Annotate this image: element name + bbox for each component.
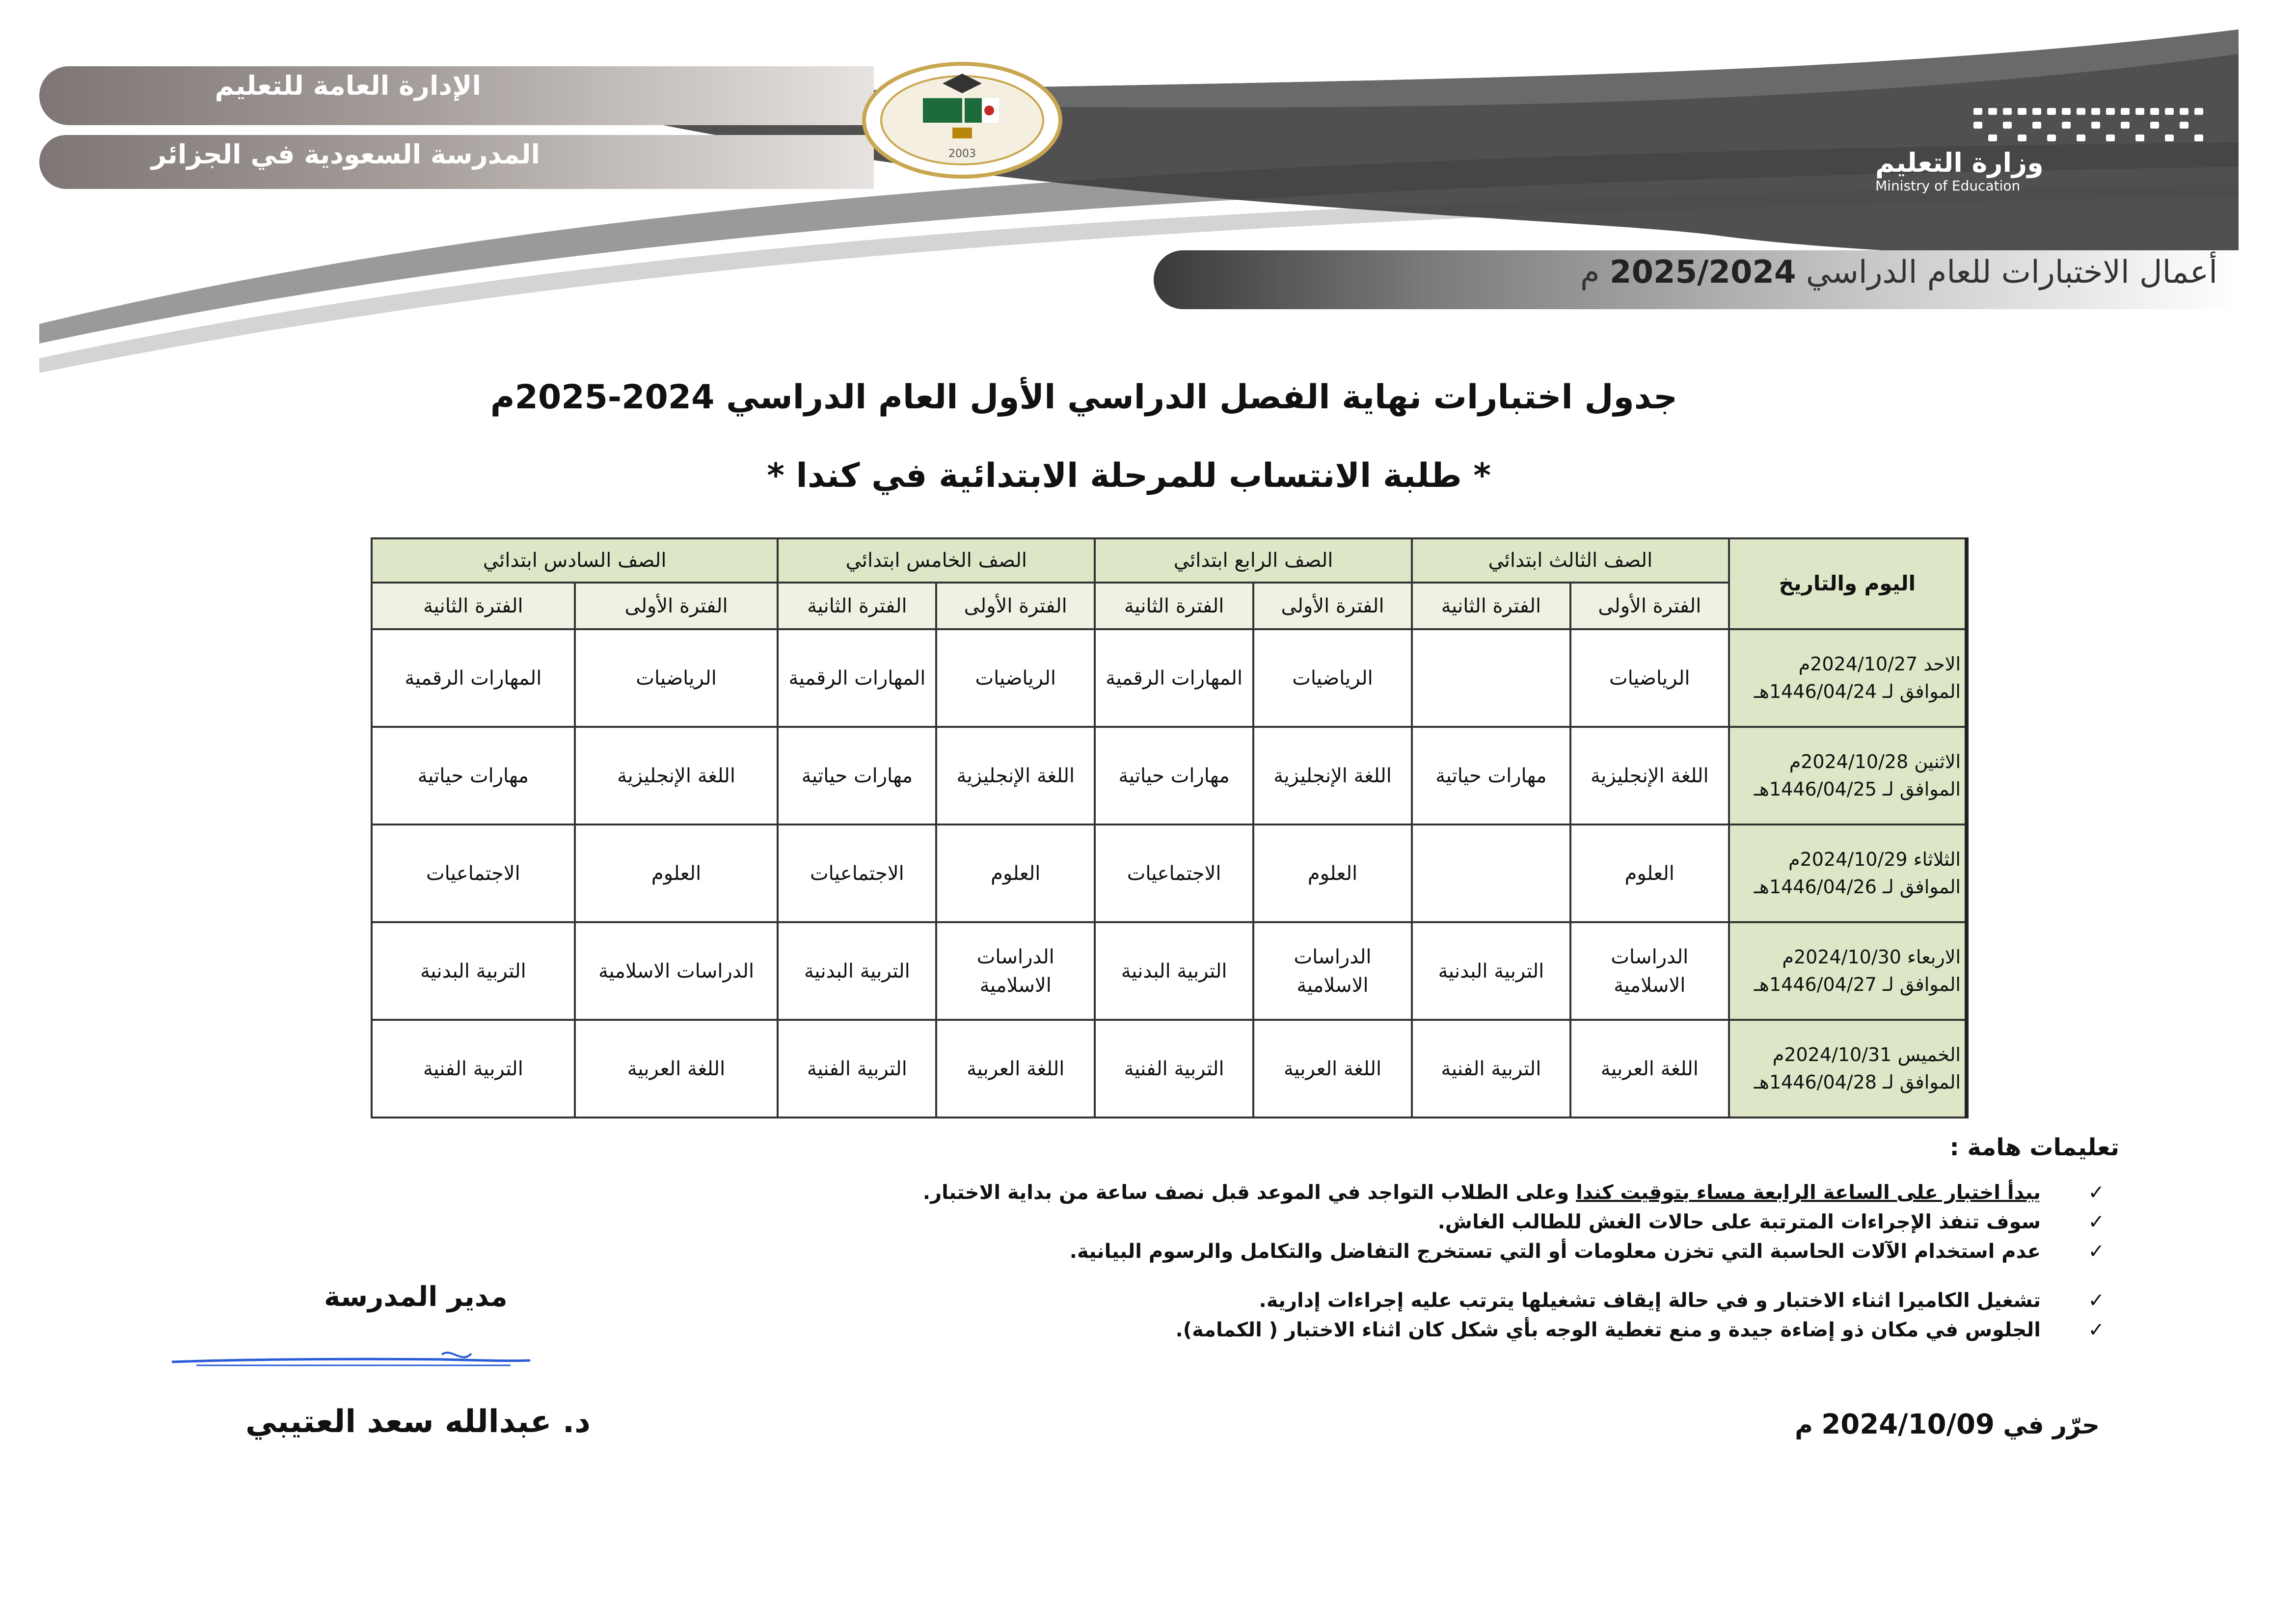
exam-schedule-table [371, 537, 1969, 1118]
signature-icon [167, 1345, 540, 1374]
exam-cell: مهارات حياتية [372, 727, 575, 825]
day-cell [1729, 1020, 1967, 1117]
exam-cell: العلوم [936, 825, 1095, 922]
table-row [372, 1020, 1967, 1117]
day-gregorian: الاثنين 2024/10/28م [1789, 751, 1961, 773]
grade-header: الصف الخامس ابتدائي [778, 538, 1095, 583]
day-gregorian: الاحد 2024/10/27م [1798, 653, 1961, 675]
instruction-text: سوف تنفذ الإجراءات المترتبة على حالات الغش للطالب الغاش. [1437, 1211, 2041, 1233]
instruction-text: وعلى الطلاب التواجد في الموعد قبل نصف ساعة من بداية الاختبار. [922, 1181, 1576, 1204]
issue-date [1795, 1409, 2100, 1440]
exam-cell: الدراسات الاسلامية [1570, 922, 1729, 1020]
day-cell [1729, 922, 1967, 1020]
exam-cell: التربية البدنية [1412, 922, 1570, 1020]
exam-cell: الدراسات الاسلامية [1253, 922, 1412, 1020]
instructions-title: تعليمات هامة : [1949, 1134, 2119, 1161]
day-hijri: الموافق لـ 1446/04/27هـ [1754, 973, 1961, 995]
exam-cell [1412, 825, 1570, 922]
admin-text: الإدارة العامة للتعليم [215, 70, 481, 101]
table-row [372, 629, 1967, 727]
exam-year-title [1580, 254, 2217, 291]
exam-cell: اللغة الإنجليزية [1570, 727, 1729, 825]
ministry-name-en: Ministry of Education [1875, 178, 2021, 194]
exam-cell: مهارات حياتية [1412, 727, 1570, 825]
issue-date-suffix: م [1795, 1411, 1813, 1439]
day-date-header: اليوم والتاريخ [1729, 538, 1967, 629]
day-hijri: الموافق لـ 1446/04/28هـ [1754, 1071, 1961, 1093]
grade-header: الصف الثالث ابتدائي [1412, 538, 1729, 583]
exam-cell: مهارات حياتية [778, 727, 936, 825]
instruction-text: تشغيل الكاميرا اثناء الاختبار و في حالة إيقاف تشغيلها يترتب عليه إجراءات إدارية. [1259, 1289, 2041, 1312]
exam-cell: التربية الفنية [372, 1020, 575, 1117]
checkmark-icon: ✓ [2088, 1181, 2105, 1204]
exam-cell [1412, 629, 1570, 727]
checkmark-icon: ✓ [2088, 1289, 2105, 1312]
exam-cell: الدراسات الاسلامية [936, 922, 1095, 1020]
list-item [470, 1207, 2105, 1237]
checkmark-icon: ✓ [2088, 1319, 2105, 1341]
day-gregorian: الاربعاء 2024/10/30م [1782, 946, 1961, 968]
table-row [372, 922, 1967, 1020]
list-item [470, 1286, 2105, 1315]
grade-header: الصف السادس ابتدائي [372, 538, 778, 583]
table-row [372, 825, 1967, 922]
exam-cell: اللغة الإنجليزية [1253, 727, 1412, 825]
day-hijri: الموافق لـ 1446/04/25هـ [1754, 778, 1961, 800]
exam-cell: التربية البدنية [778, 922, 936, 1020]
exam-cell: التربية الفنية [1412, 1020, 1570, 1117]
exam-cell: التربية البدنية [372, 922, 575, 1020]
checkmark-icon: ✓ [2088, 1211, 2105, 1233]
exam-cell: المهارات الرقمية [1095, 629, 1253, 727]
principal-name: د. عبدالله سعد العتيبي [245, 1404, 591, 1440]
instruction-emphasis: يبدأ اختبار على الساعة الرابعة مساء بتوقيت كندا [1576, 1181, 2041, 1204]
exam-cell: العلوم [1253, 825, 1412, 922]
exam-cell: اللغة الإنجليزية [575, 727, 778, 825]
period-header: الفترة الأولى [1570, 583, 1729, 629]
schedule-subtitle: * طلبة الانتساب للمرحلة الابتدائية في كندا * [767, 456, 1491, 495]
exam-cell: العلوم [575, 825, 778, 922]
issue-date-value: 2024/10/09 [1821, 1409, 1995, 1440]
exam-cell: المهارات الرقمية [778, 629, 936, 727]
svg-text:2003: 2003 [948, 148, 976, 160]
exam-year-value: 2025/2024 [1609, 254, 1796, 291]
grade-header: الصف الرابع ابتدائي [1095, 538, 1412, 583]
period-header: الفترة الثانية [372, 583, 575, 629]
exam-cell: اللغة الإنجليزية [936, 727, 1095, 825]
issue-date-label: حرّر في [2003, 1411, 2100, 1439]
exam-cell: الاجتماعيات [1095, 825, 1253, 922]
exam-cell: اللغة العربية [575, 1020, 778, 1117]
day-cell [1729, 629, 1967, 727]
list-item [470, 1178, 2105, 1207]
exam-cell: الاجتماعيات [778, 825, 936, 922]
exam-cell: التربية الفنية [1095, 1020, 1253, 1117]
list-item [470, 1315, 2105, 1345]
period-header: الفترة الثانية [1095, 583, 1253, 629]
exam-cell: المهارات الرقمية [372, 629, 575, 727]
ministry-name-ar: وزارة التعليم [1875, 147, 2044, 178]
exam-cell: اللغة العربية [936, 1020, 1095, 1117]
principal-title: مدير المدرسة [324, 1281, 508, 1313]
exam-cell: الرياضيات [936, 629, 1095, 727]
period-header: الفترة الثانية [1412, 583, 1570, 629]
exam-cell: الدراسات الاسلامية [575, 922, 778, 1020]
period-header: الفترة الأولى [1253, 583, 1412, 629]
day-hijri: الموافق لـ 1446/04/24هـ [1754, 680, 1961, 702]
exam-cell: الرياضيات [575, 629, 778, 727]
ministry-dots-icon [1973, 103, 2204, 147]
exam-cell: الرياضيات [1570, 629, 1729, 727]
exam-cell: اللغة العربية [1253, 1020, 1412, 1117]
school-seal-icon [859, 59, 1065, 182]
exam-cell: التربية الفنية [778, 1020, 936, 1117]
day-cell [1729, 727, 1967, 825]
instructions-list [470, 1178, 2105, 1345]
exam-cell: الرياضيات [1253, 629, 1412, 727]
period-header: الفترة الثانية [778, 583, 936, 629]
day-gregorian: الخميس 2024/10/31م [1772, 1044, 1961, 1066]
instruction-text: الجلوس في مكان ذو إضاءة جيدة و منع تغطية الوجه بأي شكل كان اثناء الاختبار ( الكمامة). [1175, 1319, 2041, 1341]
instruction-text: عدم استخدام الآلات الحاسبة التي تخزن معلومات أو التي تستخرج التفاضل والتكامل والرسوم البيانية. [1069, 1240, 2041, 1263]
day-hijri: الموافق لـ 1446/04/26هـ [1754, 876, 1961, 898]
exam-year-label: أعمال الاختبارات للعام الدراسي [1806, 254, 2217, 291]
day-cell [1729, 825, 1967, 922]
exam-cell: التربية البدنية [1095, 922, 1253, 1020]
period-header: الفترة الأولى [936, 583, 1095, 629]
school-text: المدرسة السعودية في الجزائر [151, 139, 540, 170]
day-gregorian: الثلاثاء 2024/10/29م [1788, 849, 1961, 871]
period-header: الفترة الأولى [575, 583, 778, 629]
exam-cell: الاجتماعيات [372, 825, 575, 922]
table-row [372, 727, 1967, 825]
list-item [470, 1237, 2105, 1266]
exam-cell: اللغة العربية [1570, 1020, 1729, 1117]
exam-cell: مهارات حياتية [1095, 727, 1253, 825]
checkmark-icon: ✓ [2088, 1240, 2105, 1263]
exam-year-suffix: م [1580, 254, 1600, 291]
schedule-title: جدول اختبارات نهاية الفصل الدراسي الأول العام الدراسي 2024-2025م [490, 378, 1677, 417]
exam-cell: العلوم [1570, 825, 1729, 922]
